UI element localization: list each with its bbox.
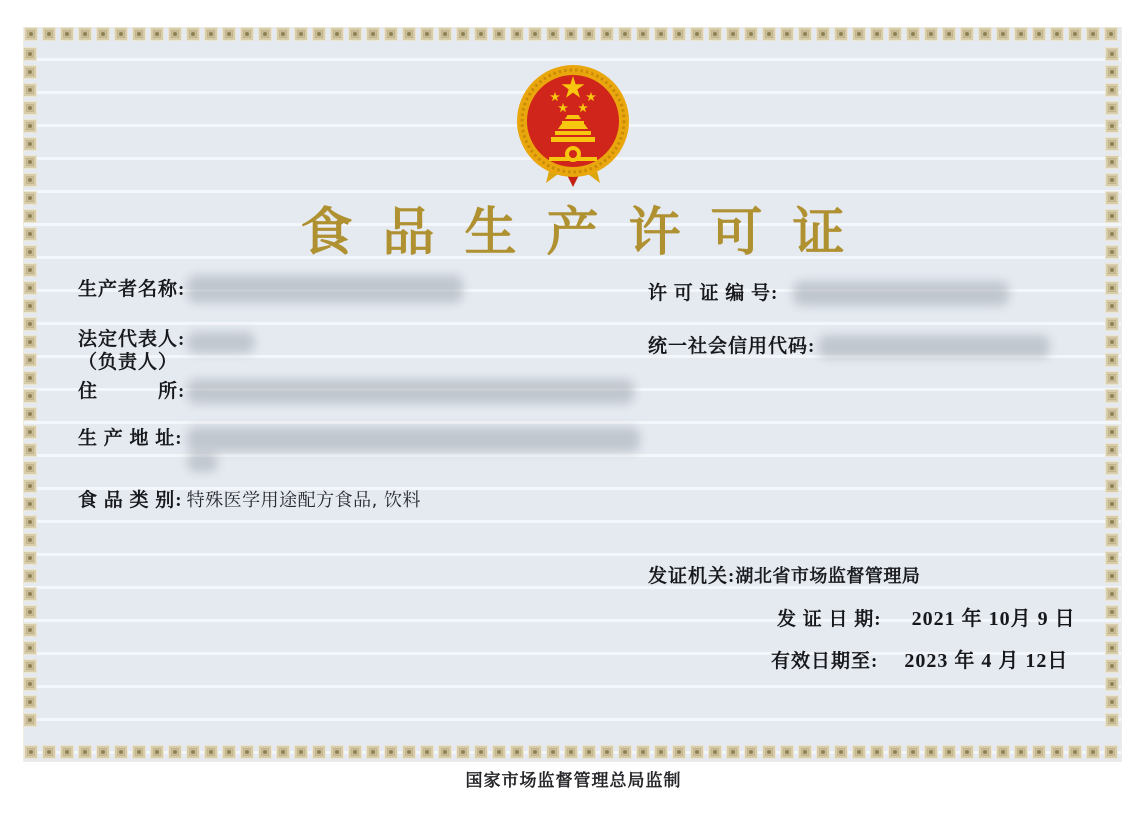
border-tile — [258, 27, 272, 41]
border-tile — [1105, 317, 1119, 331]
border-tile — [960, 27, 974, 41]
border-tile — [330, 27, 344, 41]
border-tile — [1105, 281, 1119, 295]
border-tile — [150, 745, 164, 759]
border-tile — [186, 27, 200, 41]
border-tile — [978, 745, 992, 759]
border-tile — [1105, 47, 1119, 61]
border-tile — [276, 27, 290, 41]
border-tile — [726, 27, 740, 41]
border-tile — [204, 27, 218, 41]
border-tile — [1104, 745, 1118, 759]
production-address-label: 生 产 地 址: — [78, 428, 183, 449]
issuing-authority-label: 发证机关: — [648, 566, 736, 587]
border-tile — [23, 659, 37, 673]
china-national-emblem-icon — [513, 57, 633, 189]
border-tile — [1068, 745, 1082, 759]
border-tile — [96, 27, 110, 41]
border-tile — [23, 155, 37, 169]
border-tile — [780, 27, 794, 41]
border-tile — [23, 389, 37, 403]
border-tile — [78, 745, 92, 759]
border-tile — [42, 745, 56, 759]
border-tile — [1014, 27, 1028, 41]
border-left — [23, 47, 40, 742]
border-tile — [1105, 263, 1119, 277]
food-category-value: 特殊医学用途配方食品, 饮料 — [186, 490, 422, 511]
residence-redacted-value — [187, 379, 634, 404]
border-tile — [366, 27, 380, 41]
border-tile — [690, 745, 704, 759]
border-tile — [294, 27, 308, 41]
border-tile — [978, 27, 992, 41]
border-tile — [852, 745, 866, 759]
border-tile — [78, 27, 92, 41]
border-tile — [1105, 173, 1119, 187]
border-tile — [600, 27, 614, 41]
border-tile — [23, 425, 37, 439]
issue-date-value: 2021 年 10月 9 日 — [911, 608, 1076, 630]
border-tile — [744, 27, 758, 41]
border-tile — [942, 745, 956, 759]
producer-name-redacted-value — [187, 275, 463, 303]
valid-until-value: 2023 年 4 月 12日 — [904, 650, 1069, 672]
border-tile — [96, 745, 110, 759]
border-tile — [1104, 27, 1118, 41]
border-tile — [564, 27, 578, 41]
border-tile — [240, 27, 254, 41]
border-tile — [636, 27, 650, 41]
border-tile — [23, 497, 37, 511]
border-tile — [402, 27, 416, 41]
border-tile — [23, 317, 37, 331]
border-tile — [1050, 27, 1064, 41]
border-tile — [23, 407, 37, 421]
border-tile — [1105, 461, 1119, 475]
field-legal-representative — [78, 328, 185, 374]
border-tile — [23, 713, 37, 727]
border-tile — [23, 47, 37, 61]
border-tile — [852, 27, 866, 41]
border-tile — [924, 745, 938, 759]
border-tile — [23, 281, 37, 295]
border-tile — [816, 745, 830, 759]
border-tile — [23, 515, 37, 529]
border-tile — [438, 745, 452, 759]
border-tile — [23, 677, 37, 691]
border-tile — [798, 745, 812, 759]
border-tile — [1105, 551, 1119, 565]
border-tile — [23, 695, 37, 709]
border-tile — [456, 27, 470, 41]
border-tile — [762, 745, 776, 759]
border-tile — [546, 27, 560, 41]
border-tile — [1105, 83, 1119, 97]
border-tile — [1105, 677, 1119, 691]
border-tile — [1105, 605, 1119, 619]
border-tile — [780, 745, 794, 759]
border-tile — [1105, 623, 1119, 637]
border-tile — [726, 745, 740, 759]
border-tile — [1105, 119, 1119, 133]
field-producer-name — [78, 274, 185, 301]
border-tile — [23, 533, 37, 547]
border-tile — [402, 745, 416, 759]
border-tile — [23, 461, 37, 475]
field-food-category — [78, 485, 421, 512]
border-tile — [1105, 425, 1119, 439]
border-tile — [654, 27, 668, 41]
border-tile — [1032, 27, 1046, 41]
border-tile — [240, 745, 254, 759]
border-tile — [1105, 569, 1119, 583]
field-license-number — [648, 278, 778, 305]
border-tile — [1105, 443, 1119, 457]
border-tile — [23, 173, 37, 187]
border-tile — [1105, 533, 1119, 547]
food-category-label: 食 品 类 别: — [78, 490, 183, 511]
border-tile — [114, 745, 128, 759]
legal-representative-redacted-value — [187, 332, 255, 353]
border-tile — [222, 27, 236, 41]
border-tile — [23, 263, 37, 277]
border-tile — [348, 745, 362, 759]
border-tile — [816, 27, 830, 41]
border-tile — [420, 745, 434, 759]
border-tile — [114, 27, 128, 41]
border-tile — [23, 605, 37, 619]
border-bottom — [24, 745, 1121, 762]
border-tile — [528, 27, 542, 41]
border-tile — [1105, 389, 1119, 403]
valid-until-label: 有效日期至: — [771, 651, 879, 672]
border-tile — [474, 745, 488, 759]
field-valid-until — [771, 644, 1068, 673]
border-tile — [150, 27, 164, 41]
border-top — [24, 27, 1121, 44]
border-tile — [672, 27, 686, 41]
field-residence — [78, 376, 185, 403]
border-tile — [23, 443, 37, 457]
border-tile — [546, 745, 560, 759]
border-tile — [23, 137, 37, 151]
border-tile — [132, 745, 146, 759]
border-tile — [258, 745, 272, 759]
certificate — [24, 28, 1121, 761]
border-tile — [1086, 27, 1100, 41]
border-tile — [762, 27, 776, 41]
border-tile — [1068, 27, 1082, 41]
border-tile — [366, 745, 380, 759]
field-issuing-authority — [648, 561, 920, 588]
border-tile — [1105, 155, 1119, 169]
border-tile — [23, 83, 37, 97]
border-tile — [23, 479, 37, 493]
border-tile — [492, 27, 506, 41]
border-tile — [23, 551, 37, 565]
border-tile — [942, 27, 956, 41]
border-tile — [798, 27, 812, 41]
border-tile — [564, 745, 578, 759]
border-tile — [960, 745, 974, 759]
border-tile — [582, 745, 596, 759]
border-tile — [1105, 353, 1119, 367]
legal-representative-label-line2: （负责人） — [78, 352, 179, 373]
border-tile — [23, 569, 37, 583]
border-tile — [1105, 137, 1119, 151]
border-tile — [60, 745, 74, 759]
border-tile — [312, 27, 326, 41]
border-tile — [1105, 299, 1119, 313]
border-tile — [834, 27, 848, 41]
border-tile — [456, 745, 470, 759]
border-tile — [1105, 497, 1119, 511]
border-tile — [1105, 335, 1119, 349]
border-tile — [168, 27, 182, 41]
border-tile — [1105, 695, 1119, 709]
border-tile — [870, 27, 884, 41]
border-tile — [618, 745, 632, 759]
border-tile — [348, 27, 362, 41]
border-tile — [510, 27, 524, 41]
border-tile — [1086, 745, 1100, 759]
border-tile — [1105, 407, 1119, 421]
field-credit-code — [648, 331, 815, 358]
border-tile — [1105, 641, 1119, 655]
border-tile — [582, 27, 596, 41]
border-tile — [23, 101, 37, 115]
border-tile — [60, 27, 74, 41]
border-right — [1105, 47, 1122, 742]
border-tile — [294, 745, 308, 759]
border-tile — [1050, 745, 1064, 759]
border-tile — [744, 745, 758, 759]
residence-label: 住 所: — [78, 381, 186, 402]
border-tile — [906, 27, 920, 41]
border-tile — [906, 745, 920, 759]
border-tile — [1105, 659, 1119, 673]
issuer-footer: 国家市场监督管理总局监制 — [465, 771, 682, 790]
border-tile — [168, 745, 182, 759]
border-tile — [888, 27, 902, 41]
border-tile — [1105, 515, 1119, 529]
border-tile — [1105, 65, 1119, 79]
border-tile — [384, 745, 398, 759]
border-tile — [132, 27, 146, 41]
issuing-authority-value: 湖北省市场监督管理局 — [735, 566, 921, 587]
border-tile — [708, 745, 722, 759]
border-tile — [1014, 745, 1028, 759]
border-tile — [1105, 101, 1119, 115]
production-address-redacted-value-line2 — [187, 453, 218, 472]
border-tile — [222, 745, 236, 759]
border-tile — [996, 27, 1010, 41]
border-tile — [330, 745, 344, 759]
border-tile — [672, 745, 686, 759]
border-tile — [23, 641, 37, 655]
certificate-title: 食品生产许可证 — [300, 205, 875, 262]
issue-date-label: 发 证 日 期: — [777, 609, 882, 630]
field-issue-date — [777, 602, 1076, 631]
credit-code-label: 统一社会信用代码: — [648, 336, 816, 357]
border-tile — [1105, 713, 1119, 727]
border-tile — [1105, 371, 1119, 385]
border-tile — [1105, 587, 1119, 601]
border-tile — [654, 745, 668, 759]
border-tile — [510, 745, 524, 759]
border-tile — [23, 623, 37, 637]
border-tile — [23, 299, 37, 313]
border-tile — [24, 745, 38, 759]
border-tile — [1032, 745, 1046, 759]
border-tile — [474, 27, 488, 41]
border-tile — [888, 745, 902, 759]
border-tile — [23, 119, 37, 133]
border-tile — [23, 65, 37, 79]
border-tile — [276, 745, 290, 759]
legal-representative-label: 法定代表人: — [78, 329, 186, 350]
border-tile — [924, 27, 938, 41]
border-tile — [23, 335, 37, 349]
border-tile — [186, 745, 200, 759]
border-tile — [690, 27, 704, 41]
border-tile — [420, 27, 434, 41]
border-tile — [600, 745, 614, 759]
border-tile — [528, 745, 542, 759]
border-tile — [1105, 479, 1119, 493]
border-tile — [870, 745, 884, 759]
production-address-redacted-value-line1 — [187, 427, 640, 452]
border-tile — [23, 371, 37, 385]
border-tile — [23, 353, 37, 367]
border-tile — [204, 745, 218, 759]
border-tile — [996, 745, 1010, 759]
field-production-address — [78, 423, 183, 450]
border-tile — [24, 27, 38, 41]
border-tile — [636, 745, 650, 759]
border-tile — [384, 27, 398, 41]
border-tile — [312, 745, 326, 759]
border-tile — [23, 587, 37, 601]
border-tile — [618, 27, 632, 41]
border-tile — [708, 27, 722, 41]
border-tile — [834, 745, 848, 759]
producer-name-label: 生产者名称: — [78, 279, 186, 300]
license-number-label: 许 可 证 编 号: — [648, 283, 779, 304]
border-tile — [438, 27, 452, 41]
border-tile — [42, 27, 56, 41]
border-tile — [492, 745, 506, 759]
license-number-redacted-value — [793, 281, 1009, 306]
credit-code-redacted-value — [818, 335, 1050, 358]
